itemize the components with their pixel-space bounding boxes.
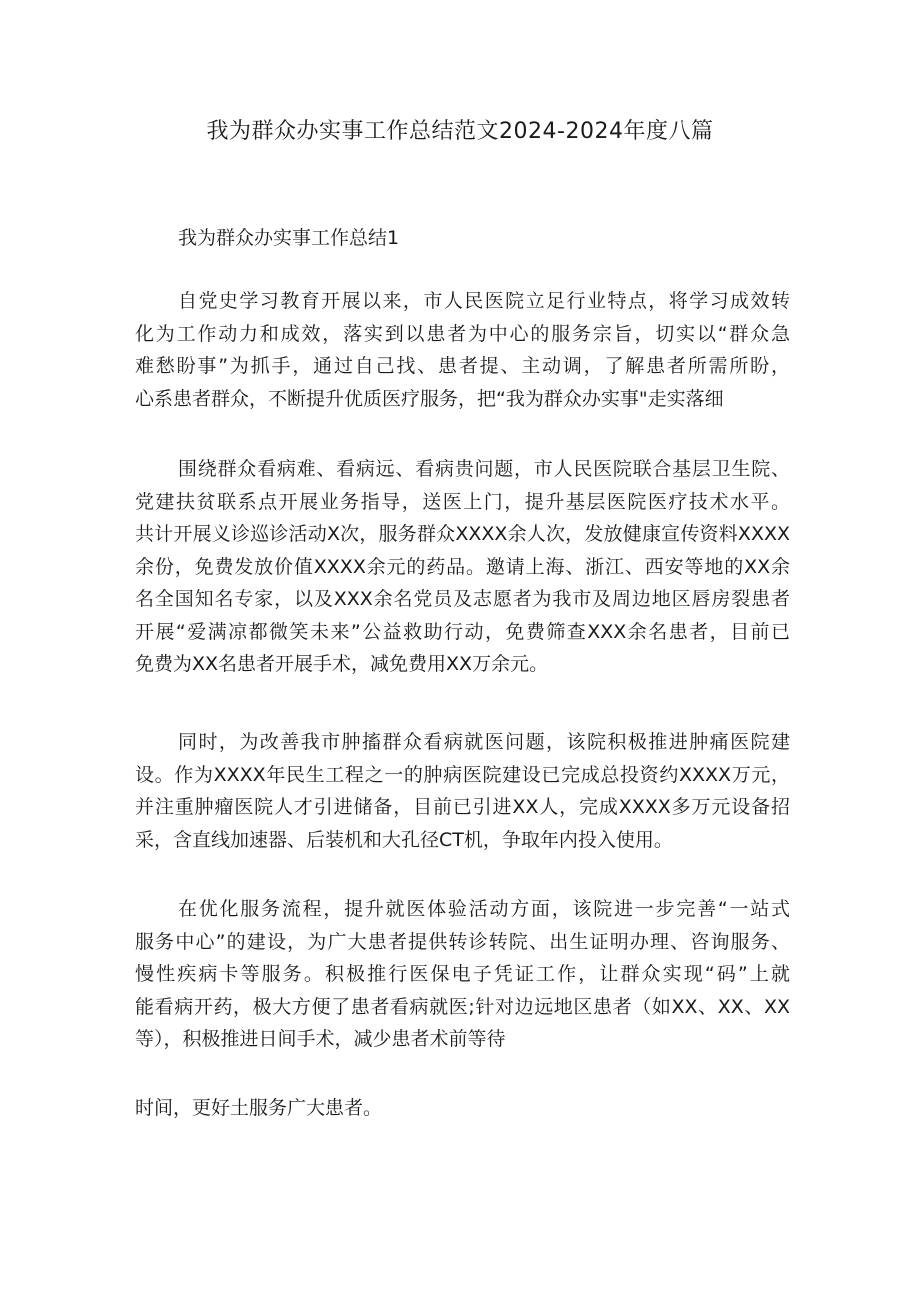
paragraph-line: 能看病开药，极大方便了患者看病就医;针对边远地区患者（如XX、XX、XX (135, 995, 790, 1018)
paragraph-line: 时间，更好土服务广大患者。 (135, 1097, 383, 1119)
paragraph-line: 免费为XX名患者开展手术，减免费用XX万余元。 (135, 653, 549, 675)
paragraph-line: 在优化服务流程，提升就医体验活动方面，该院进一步完善“一站式 (178, 898, 790, 920)
paragraph-line: 党建扶贫联系点开展业务指导，送医上门，提升基层医院医疗技术水平。 (135, 490, 790, 513)
paragraph-line: 共计开展义诊巡诊活动X次，服务群众XXXX余人次，发放健康宣传资料XXXX (135, 523, 790, 545)
paragraph-line: 设。作为XXXX年民生工程之一的肿病医院建设已完成总投资约XXXX万元， (135, 763, 790, 786)
paragraph-line: 难愁盼事”为抓手，通过自己找、患者提、主动调，了解患者所需所盼， (135, 355, 790, 377)
paragraph-2 (135, 453, 790, 681)
paragraph-3 (135, 726, 790, 856)
paragraph-line: 围绕群众看病难、看病远、看病贵问题，市人民医院联合基层卫生院、 (178, 458, 790, 480)
paragraph-line: 化为工作动力和成效，落实到以患者为中心的服务宗旨，切实以“群众急 (135, 322, 790, 345)
paragraph-line: 自党史学习教育开展以来，市人民医院立足行业特点，将学习成效转 (178, 290, 790, 312)
paragraph-4 (135, 893, 790, 1056)
paragraph-line: 采，含直线加速器、后装机和大孔径CT机，争取年内投入使用。 (135, 828, 673, 851)
paragraph-line: 余份，免费发放价值XXXX余元的药品。邀请上海、浙江、西安等地的XX余 (135, 555, 790, 578)
section-heading: 我为群众办实事工作总结1 (178, 227, 400, 249)
paragraph-5 (135, 1092, 790, 1125)
paragraph-line: 开展“爱满凉都微笑未来”公益救助行动，免费筛查XXX余名患者，目前已 (135, 620, 790, 643)
paragraph-line: 同时，为改善我市肿搐群众看病就医问题，该院积极推进肿痛医院建 (178, 731, 790, 753)
document-title: 我为群众办实事工作总结范文2024-2024年度八篇 (206, 119, 714, 144)
paragraph-line: 服务中心”的建设，为广大患者提供转诊转院、出生证明办理、咨询服务、 (135, 930, 790, 953)
paragraph-line: 慢性疾病卡等服务。积极推行医保电子凭证工作，让群众实现“码”上就 (135, 963, 790, 985)
paragraph-line: 名全国知名专家，以及XXX余名党员及志愿者为我市及周边地区唇房裂患者 (135, 588, 790, 610)
paragraph-line: 等），积极推进日间手术，减少患者术前等待 (135, 1028, 506, 1050)
paragraph-line: 并注重肿瘤医院人才引进储备，目前已引进XX人，完成XXXX多万元设备招 (135, 796, 790, 818)
paragraph-1 (135, 285, 790, 415)
paragraph-line: 心系患者群众，不断提升优质医疗服务，把“我为群众办实事"走实落细 (135, 387, 724, 410)
